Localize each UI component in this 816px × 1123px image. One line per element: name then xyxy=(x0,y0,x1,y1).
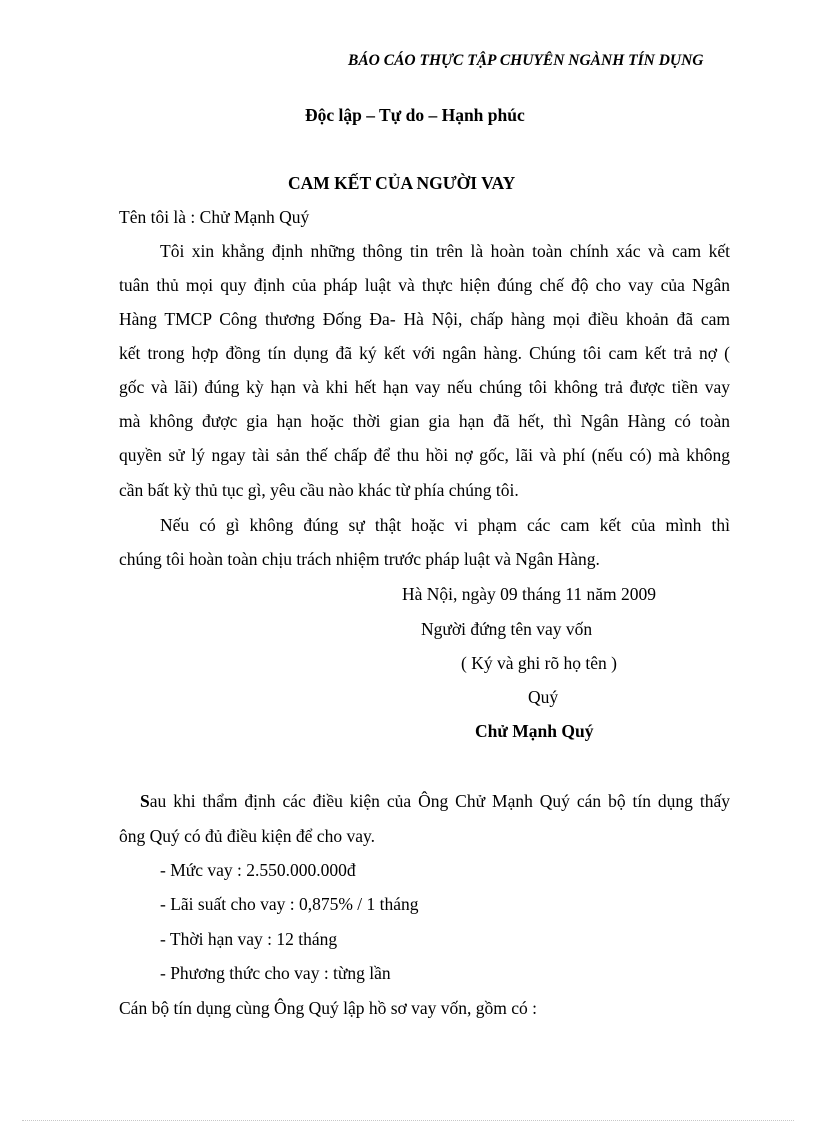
signature-full-name: Chử Mạnh Quý xyxy=(475,721,594,741)
appraisal-line-1 xyxy=(140,790,730,812)
para1-line-1: Tôi xin khẳng định những thông tin trên là hoàn toàn chính xác và cam kết xyxy=(160,241,730,261)
appraisal-line-2: ông Quý có đủ điều kiện để cho vay. xyxy=(119,826,375,846)
para1-line-6: mà không được gia hạn hoặc thời gian gia hạn đã hết, thì Ngân Hàng có toàn xyxy=(119,411,730,431)
loan-term-amount: - Mức vay : 2.550.000.000đ xyxy=(160,860,356,880)
para1-line-2: tuân thủ mọi quy định của pháp luật và thực hiện đúng chế độ cho vay của Ngân xyxy=(119,275,730,295)
loan-term-method: - Phương thức cho vay : từng lần xyxy=(160,963,391,983)
closing-line: Cán bộ tín dụng cùng Ông Quý lập hồ sơ vay vốn, gồm có : xyxy=(119,998,538,1018)
para1-line-3: Hàng TMCP Công thương Đống Đa- Hà Nội, chấp hàng mọi điều khoản đã cam xyxy=(119,309,730,329)
para1-line-7: quyền sử lý ngay tài sản thế chấp để thu hồi nợ gốc, lãi và phí (nếu có) mà không xyxy=(119,445,730,465)
signature-handwritten-name: Quý xyxy=(528,687,559,707)
signature-role: Người đứng tên vay vốn xyxy=(421,619,593,639)
national-motto: Độc lập – Tự do – Hạnh phúc xyxy=(305,105,525,125)
report-header: BÁO CÁO THỰC TẬP CHUYÊN NGÀNH TÍN DỤNG xyxy=(348,52,704,69)
para2-line-1: Nếu có gì không đúng sự thật hoặc vi phạm các cam kết của mình thì xyxy=(160,515,730,535)
page-bottom-rule xyxy=(22,1120,794,1121)
loan-term-duration: - Thời hạn vay : 12 tháng xyxy=(160,929,338,949)
appraisal-line-1-rest: au khi thẩm định các điều kiện của Ông Chử Mạnh Quý cán bộ tín dụng thấy xyxy=(149,791,730,811)
loan-term-interest: - Lãi suất cho vay : 0,875% / 1 tháng xyxy=(160,894,419,914)
signature-instruction: ( Ký và ghi rõ họ tên ) xyxy=(461,653,618,673)
document-title: CAM KẾT CỦA NGƯỜI VAY xyxy=(288,173,516,193)
para1-line-4: kết trong hợp đồng tín dụng đã ký kết với ngân hàng. Chúng tôi cam kết trả nợ ( xyxy=(119,343,730,363)
para1-line-5: gốc và lãi) đúng kỳ hạn và khi hết hạn vay nếu chúng tôi không trả được tiền vay xyxy=(119,377,730,397)
appraisal-bold-initial: S xyxy=(140,791,150,811)
signature-place-date: Hà Nội, ngày 09 tháng 11 năm 2009 xyxy=(402,584,657,604)
para1-line-8: cần bất kỳ thủ tục gì, yêu cầu nào khác từ phía chúng tôi. xyxy=(119,480,519,500)
borrower-name-line: Tên tôi là : Chử Mạnh Quý xyxy=(119,207,310,227)
para2-line-2: chúng tôi hoàn toàn chịu trách nhiệm trước pháp luật và Ngân Hàng. xyxy=(119,549,600,569)
